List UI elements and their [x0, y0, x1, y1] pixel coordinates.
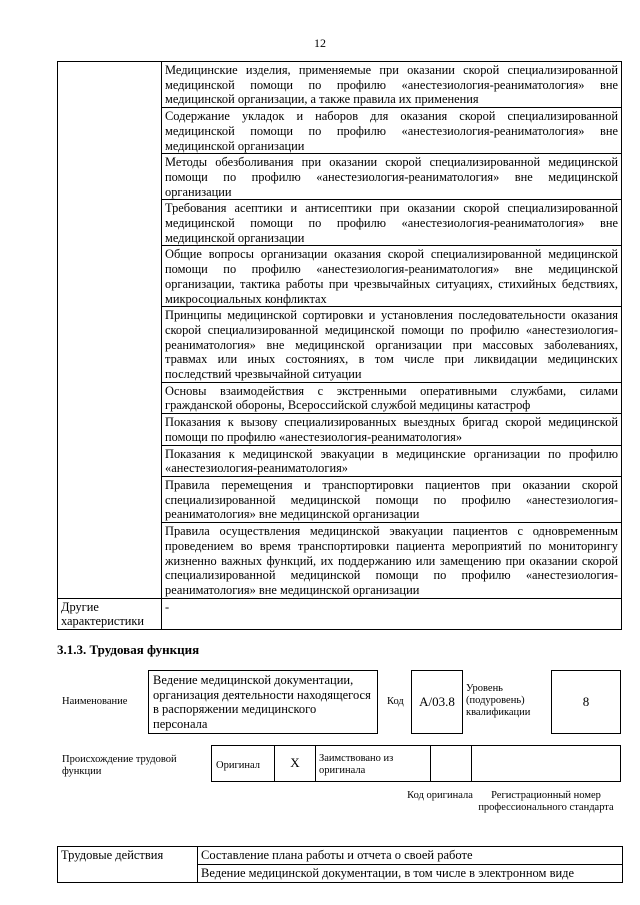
knowledge-item: Содержание укладок и наборов для оказания скорой специализированной медицинской помощи по профилю «анестезиология-реаниматология» вне медицинской организации: [162, 108, 622, 154]
knowledge-item: Медицинские изделия, применяемые при оказании скорой специализированной медицинской помощи по профилю «анестезиология-реаниматология» вне медицинской организации, а также правила их применения: [162, 62, 622, 108]
knowledge-item: Правила перемещения и транспортировки пациентов при оказании скорой специализированной медицинской помощи по профилю «анестезиология-реаниматология» вне медицинской организации: [162, 476, 622, 522]
labor-action-item: Ведение медицинской документации, в том числе в электронном виде: [198, 865, 623, 883]
origin-row: [211, 745, 622, 782]
borrowed-label-cell: Заимствовано из оригинала: [315, 745, 431, 782]
knowledge-item: Методы обезболивания при оказании скорой специализированной медицинской помощи по профилю «анестезиология-реаниматология» вне медицинской организации: [162, 154, 622, 200]
labor-actions-table: [57, 846, 623, 883]
knowledge-label-cell: [58, 62, 162, 599]
knowledge-item: Основы взаимодействия с экстренными оперативными службами, силами гражданской обороны, Всероссийской службой медицины катастроф: [162, 382, 622, 413]
other-characteristics-value: -: [162, 598, 622, 629]
knowledge-item: Показания к медицинской эвакуации в медицинские организации по профилю «анестезиология-реаниматология»: [162, 445, 622, 476]
page-number: 12: [314, 36, 326, 50]
code-original-caption: Код оригинала: [407, 790, 473, 801]
knowledge-item: Общие вопросы организации оказания скорой специализированной медицинской помощи по профилю «анестезиология-реаниматология» вне медицинской организации, тактика работы при чрезвычайных ситуациях, стихийных бедствиях, микросоциальных конфликтах: [162, 246, 622, 307]
code-label: Код: [387, 696, 404, 707]
origin-label: Происхождение трудовой функции: [62, 754, 177, 777]
knowledge-row: [58, 62, 622, 108]
labor-actions-label: Трудовые действия: [58, 847, 198, 883]
knowledge-item: Принципы медицинской сортировки и установления последовательности оказания скорой специализированной медицинской помощи по профилю «анестезиология-реаниматология» вне медицинской организации при массовых заболеваниях, травмах или иных состояниях, в том числе при ликвидации медицинских последствий чрезвычайной ситуации: [162, 307, 622, 383]
name-label: Наименование: [62, 696, 128, 707]
knowledge-item: Правила осуществления медицинской эвакуации пациентов с одновременным проведением во время транспортировки пациента мероприятий по мониторингу жизненно важных функций, их поддержанию или замещению при оказании скорой специализированной медицинской помощи по профилю «анестезиология-реаниматология» вне медицинской организации: [162, 523, 622, 599]
code-value-box: A/03.8: [411, 670, 463, 734]
labor-action-item: Составление плана работы и отчета о своей работе: [198, 847, 623, 865]
knowledge-item: Требования асептики и антисептики при оказании скорой специализированной медицинской помощи по профилю «анестезиология-реаниматология» вне медицинской организации: [162, 200, 622, 246]
labor-action-row: [58, 847, 623, 865]
other-characteristics-label: Другие характеристики: [58, 598, 162, 629]
function-name-box: Ведение медицинской документации, организация деятельности находящегося в распоряжении медицинского персонала: [148, 670, 378, 734]
original-mark-cell: X: [274, 745, 316, 782]
knowledge-table: [57, 61, 622, 630]
knowledge-item: Показания к вызову специализированных выездных бригад скорой медицинской помощи по профилю «анестезиология-реаниматология»: [162, 414, 622, 445]
level-label: Уровень (подуровень) квалификации: [466, 683, 531, 718]
other-characteristics-row: [58, 598, 622, 629]
section-title: 3.1.3. Трудовая функция: [57, 642, 200, 657]
reg-number-cell: [471, 745, 621, 782]
level-value-box: 8: [551, 670, 621, 734]
reg-number-caption: Регистрационный номер профессионального стандарта: [478, 790, 614, 813]
code-original-cell: [430, 745, 472, 782]
original-label-cell: Оригинал: [211, 745, 275, 782]
